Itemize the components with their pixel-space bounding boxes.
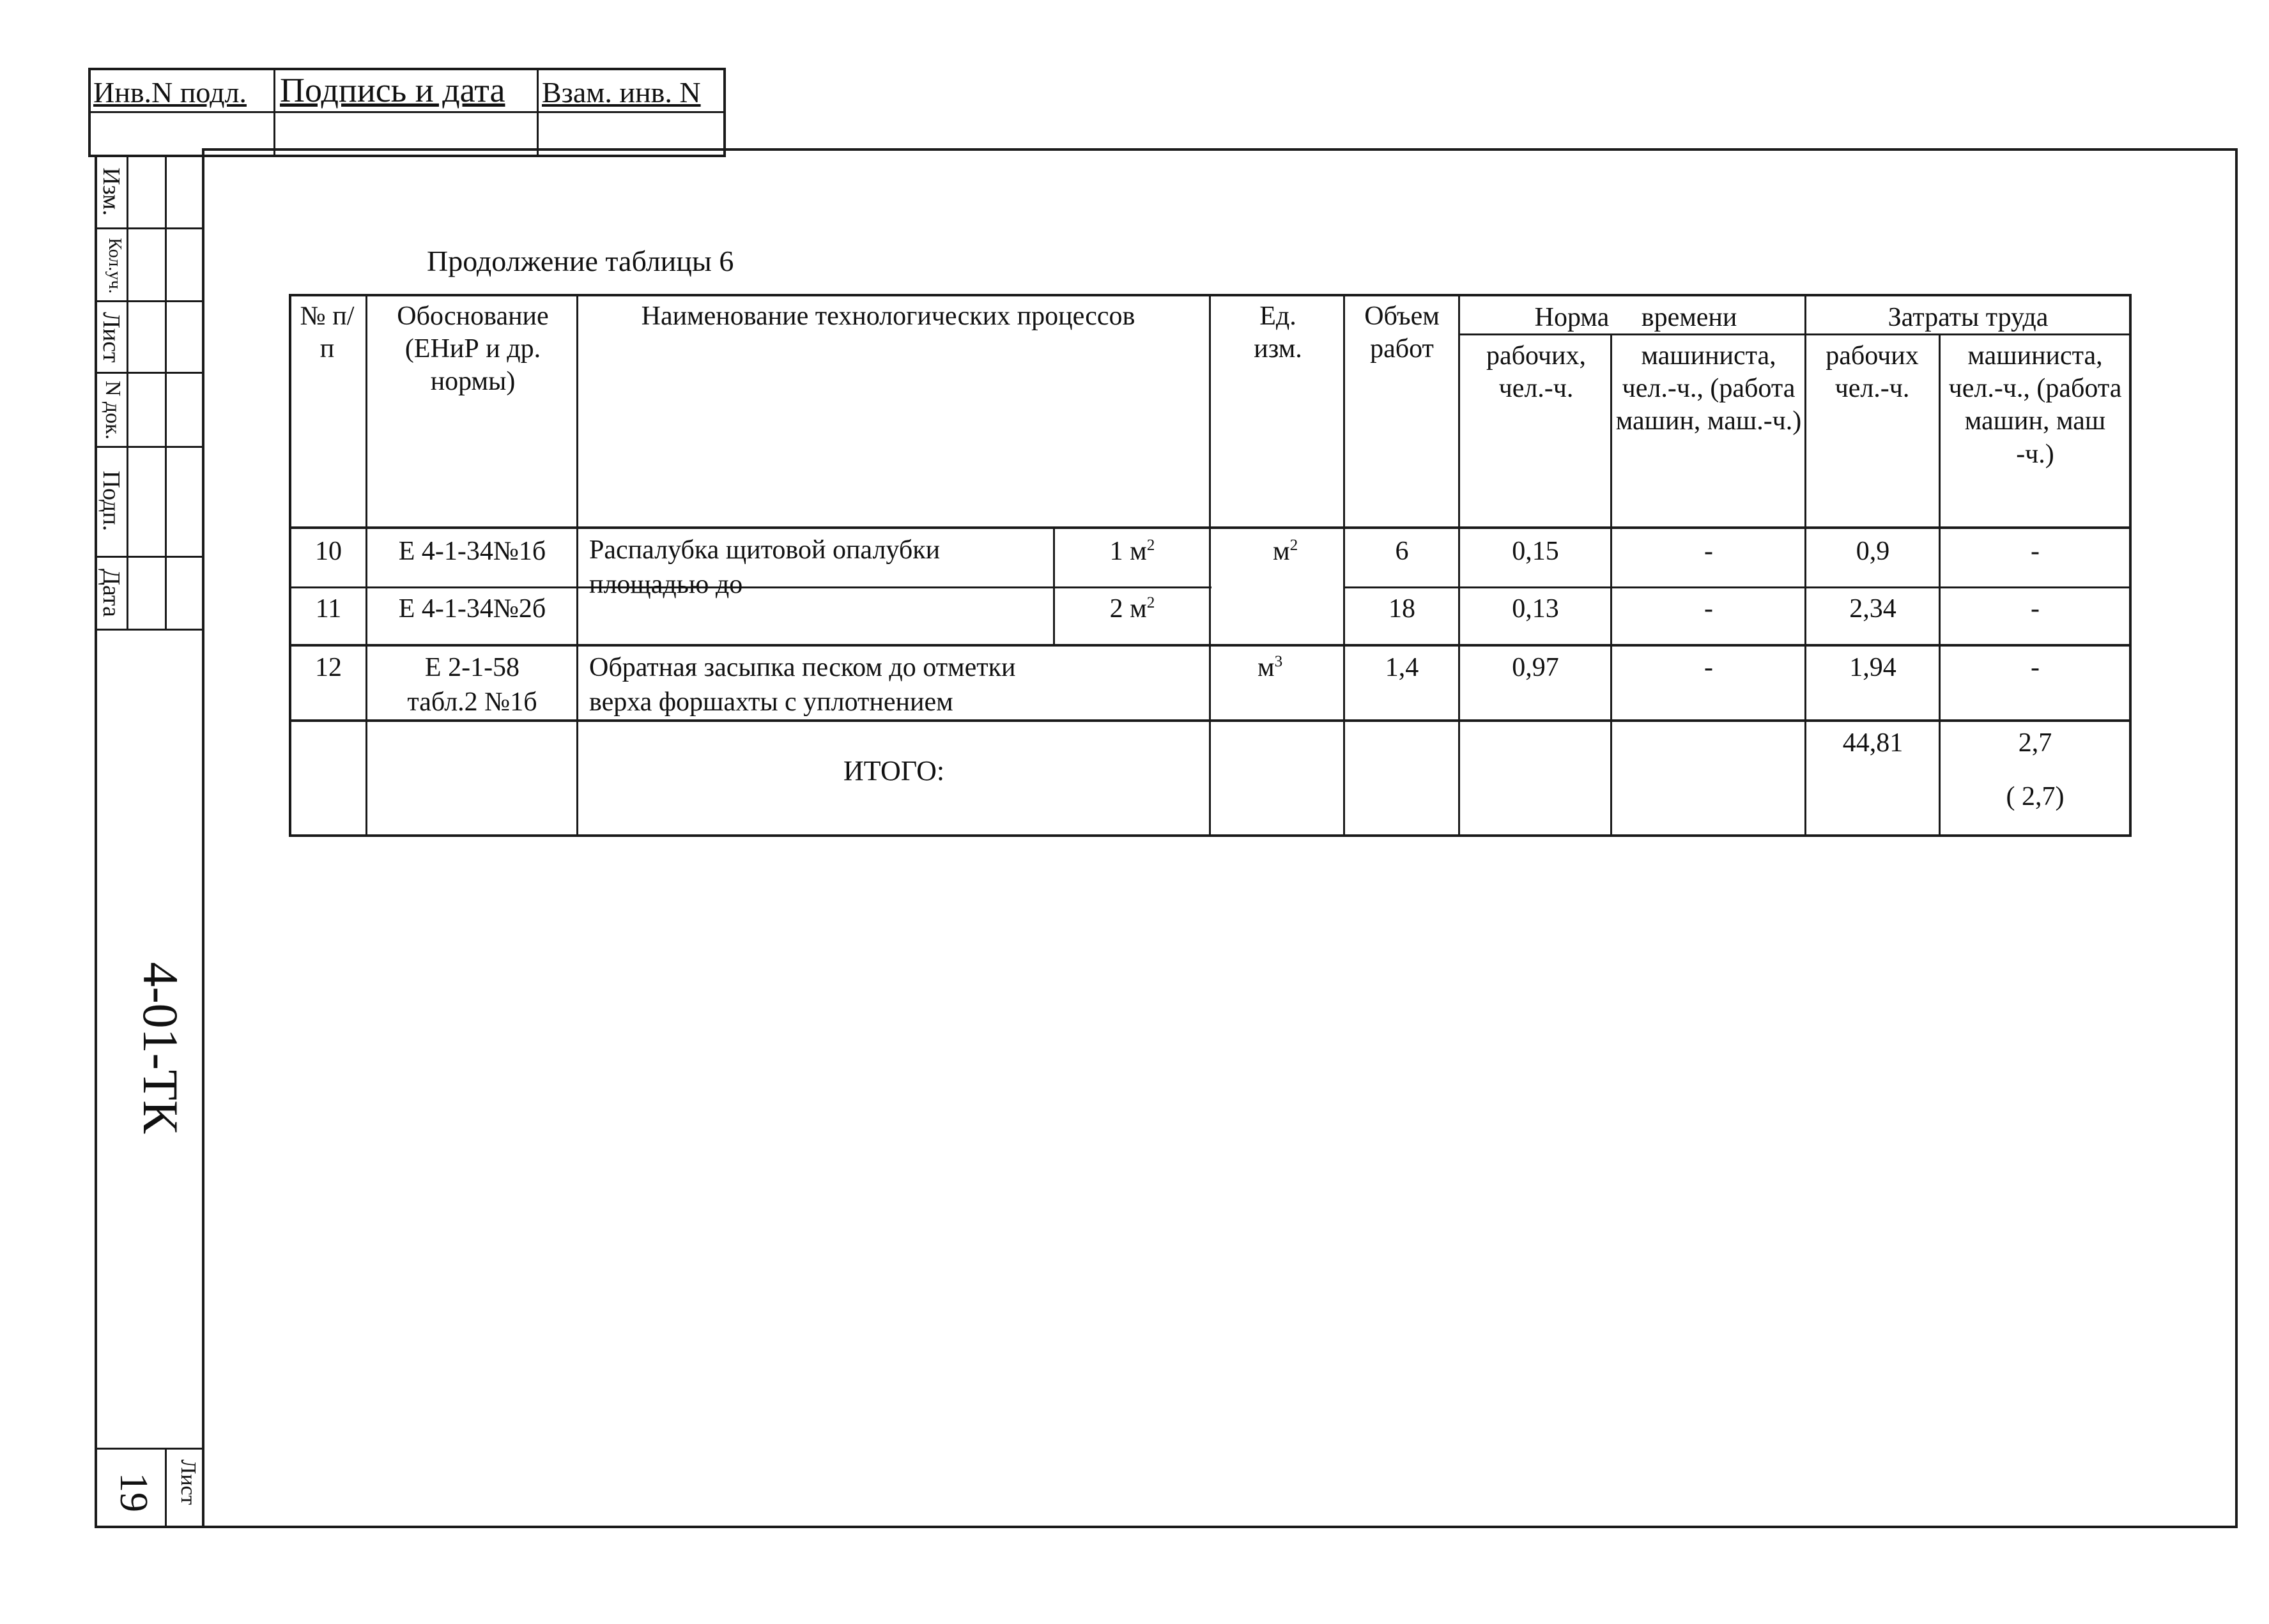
row10-area: 1 $м^2$ [1109, 537, 1155, 566]
stamp-vzam-inv: Взам. инв. N [542, 76, 701, 109]
table-caption: Продолжение таблицы 6 [427, 245, 734, 277]
header-num: № п/п [300, 302, 355, 364]
row11-norm-machinist: - [1704, 594, 1713, 624]
header-basis: Обоснование (ЕНиР и др. нормы) [397, 302, 549, 397]
header-norm-machinist: машиниста, чел.-ч., (работа машин, маш.-ч.) [1615, 341, 1802, 436]
header-volume: Объем работ [1364, 302, 1440, 364]
row12-name-line1: Обратная засыпка песком до отметки [589, 653, 1016, 682]
row11-volume: 18 [1388, 594, 1415, 624]
row12-unit: $м^3$ [1258, 653, 1283, 682]
row12-basis-line1: Е 2-1-58 [424, 653, 520, 682]
row12-name-line2: верха форшахты с уплотнением [589, 687, 953, 717]
row11-cost-workers: 2,34 [1849, 594, 1896, 624]
total-cost-machinist-paren: ( 2,7) [2006, 782, 2065, 811]
sheet-label: Лист [176, 1459, 200, 1505]
row10-cost-machinist: - [2031, 537, 2040, 566]
row11-norm-workers: 0,13 [1512, 594, 1559, 624]
strip-podp: Подп. [98, 470, 125, 532]
row11-area: 2 $м^2$ [1109, 594, 1155, 624]
row10-norm-machinist: - [1704, 537, 1713, 566]
header-unit: Ед. изм. [1254, 302, 1302, 364]
header-norm-workers: рабочих, чел.-ч. [1486, 341, 1587, 404]
total-cost-workers: 44,81 [1842, 728, 1904, 758]
header-cost-machinist: машиниста, чел.-ч., (работа машин, маш -ч.) [1948, 341, 2122, 469]
row10-basis: Е 4-1-34№1б [398, 537, 546, 566]
row10-cost-workers: 0,9 [1856, 537, 1890, 566]
strip-kol-uch: Кол.уч. [105, 238, 125, 294]
strip-data: Дата [98, 569, 125, 617]
row12-num: 12 [315, 653, 342, 682]
header-norm-group: Норма времени [1534, 303, 1737, 332]
row12-norm-machinist: - [1704, 653, 1713, 682]
header-name: Наименование технологических процессов [641, 302, 1135, 331]
row12-cost-workers: 1,94 [1849, 653, 1896, 682]
row12-basis-line2: табл.2 №1б [407, 687, 537, 717]
rows1011-unit: $м^2$ [1273, 537, 1298, 566]
row10-num: 10 [315, 537, 342, 566]
row11-basis: Е 4-1-34№2б [398, 594, 546, 624]
stamp-inv-podl: Инв.N подл. [93, 76, 247, 109]
row12-cost-machinist: - [2031, 653, 2040, 682]
row10-norm-workers: 0,15 [1512, 537, 1559, 566]
row12-volume: 1,4 [1385, 653, 1419, 682]
rows1011-name-line1: Распалубка щитовой опалубки [589, 535, 941, 565]
rows1011-name-line2: площадью до [589, 570, 743, 599]
sheet-number: 19 [112, 1473, 155, 1512]
total-label: ИТОГО: [843, 755, 945, 786]
doc-code: 4-01-ТК [133, 961, 188, 1134]
row11-num: 11 [315, 594, 342, 624]
stamp-podpis-data: Подпись и дата [280, 71, 505, 109]
strip-list: Лист [98, 312, 125, 363]
header-cost-group: Затраты труда [1888, 303, 2049, 332]
total-cost-machinist: 2,7 [2018, 728, 2052, 758]
strip-n-dok: N док. [101, 380, 125, 440]
strip-izm: Изм. [98, 167, 125, 216]
row10-volume: 6 [1395, 537, 1409, 566]
row12-norm-workers: 0,97 [1512, 653, 1559, 682]
header-cost-workers: рабочих чел.-ч. [1826, 341, 1919, 404]
row11-cost-machinist: - [2031, 594, 2040, 624]
